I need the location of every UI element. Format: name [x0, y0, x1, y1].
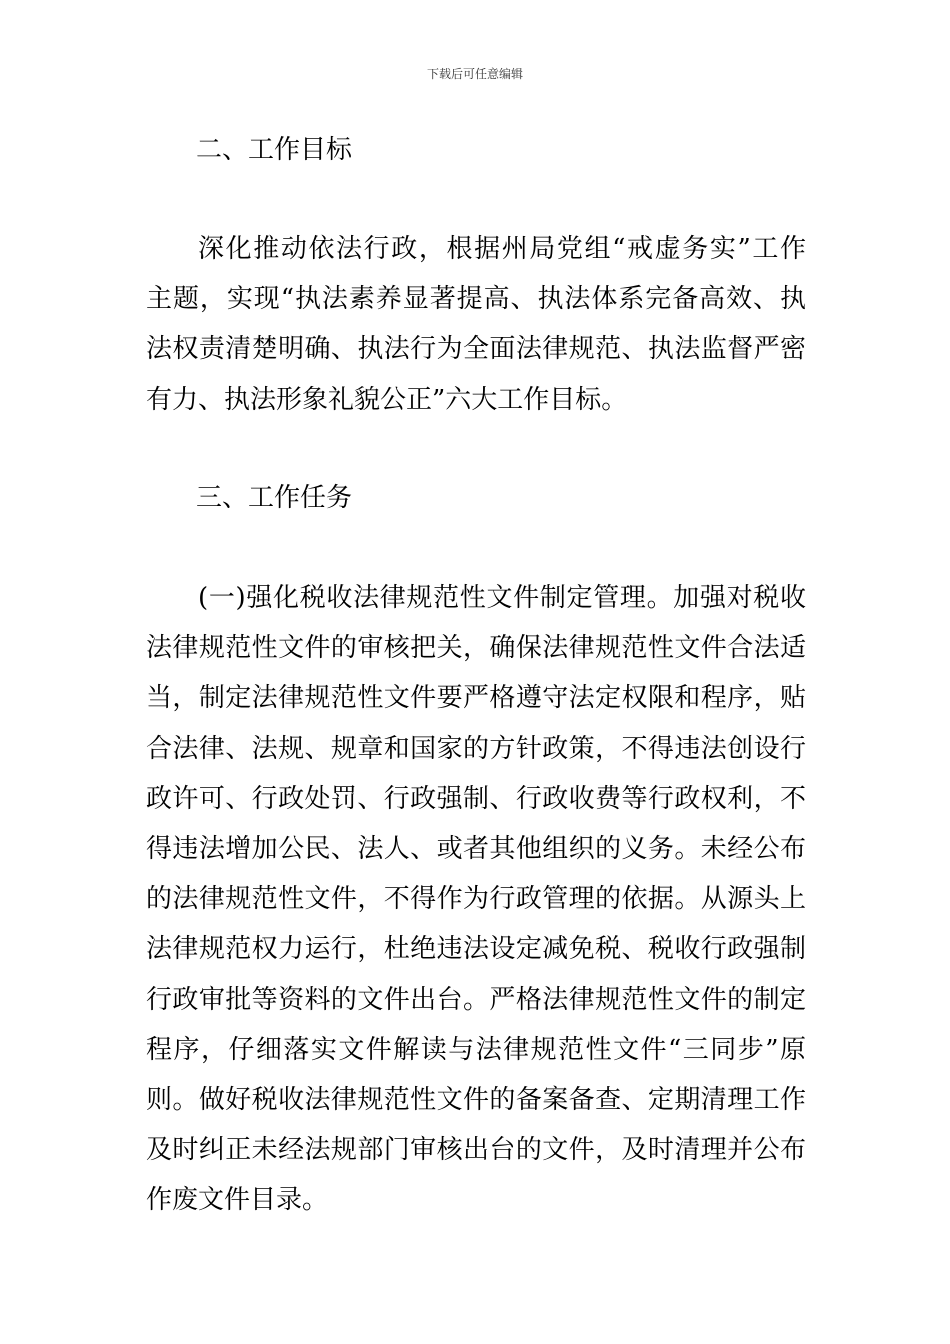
paragraph-line: 当，制定法律规范性文件要严格遵守法定权限和程序，贴: [146, 683, 806, 714]
paragraph-line: 政许可、行政处罚、行政强制、行政收费等行政权利，不: [146, 783, 806, 814]
paragraph-line: 及时纠正未经法规部门审核出台的文件，及时清理并公布: [146, 1135, 806, 1166]
paragraph-line: 法权责清楚明确、执法行为全面法律规范、执法监督严密: [146, 334, 806, 365]
paragraph-line: 法律规范权力运行，杜绝违法设定减免税、税收行政强制: [146, 934, 806, 965]
paragraph-line: 得违法增加公民、法人、或者其他组织的义务。未经公布: [146, 833, 806, 864]
paragraph-line: 行政审批等资料的文件出台。严格法律规范性文件的制定: [146, 984, 806, 1015]
paragraph-line: 主题，实现“执法素养显著提高、执法体系完备高效、执: [146, 284, 806, 315]
paragraph-tasks: [146, 573, 806, 1225]
paragraph-line: 法律规范性文件的审核把关，确保法律规范性文件合法适: [146, 633, 806, 664]
paragraph-line: 作废文件目录。: [146, 1185, 329, 1216]
paragraph-goals: [146, 224, 806, 425]
paragraph-line: 有力、执法形象礼貌公正”六大工作目标。: [146, 384, 628, 415]
paragraph-line: 程序，仔细落实文件解读与法律规范性文件“三同步”原: [146, 1034, 806, 1065]
paragraph-line: 深化推动依法行政，根据州局党组“戒虚务实”工作: [198, 234, 806, 264]
paragraph-line: 的法律规范性文件，不得作为行政管理的依据。从源头上: [146, 884, 806, 915]
section-heading-goals: 二、工作目标: [196, 135, 353, 165]
section-heading-tasks: 三、工作任务: [196, 483, 353, 513]
paragraph-line: (一)强化税收法律规范性文件制定管理。加强对税收: [198, 583, 806, 613]
paragraph-line: 合法律、法规、规章和国家的方针政策，不得违法创设行: [146, 733, 806, 764]
header-note: 下载后可任意编辑: [426, 67, 523, 81]
paragraph-line: 则。做好税收法律规范性文件的备案备查、定期清理工作: [146, 1084, 806, 1115]
